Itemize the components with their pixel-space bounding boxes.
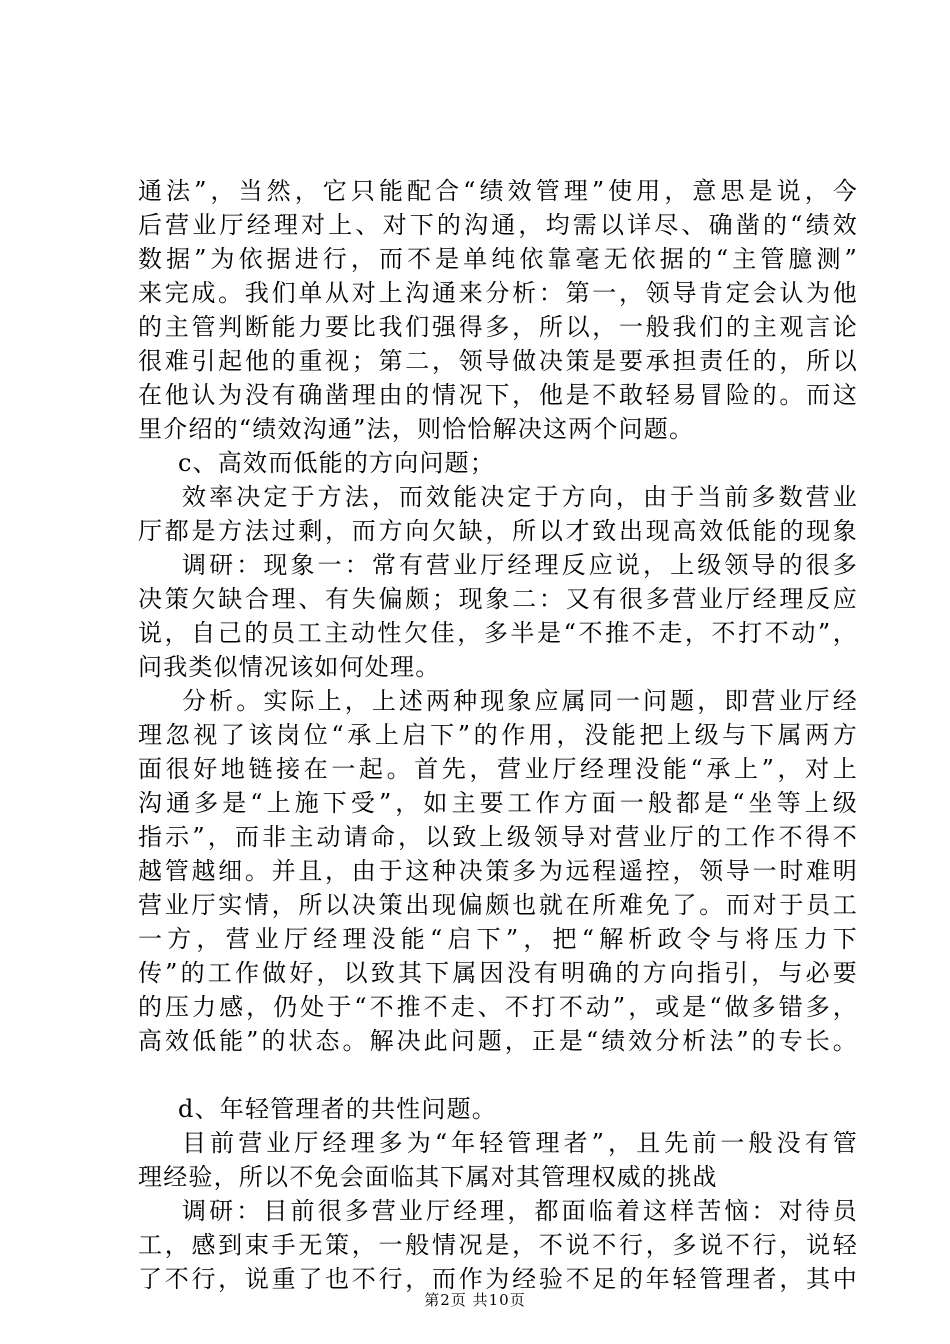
page-number-label: 第2页 共10页 [424, 1291, 526, 1309]
section-heading-d: d、年轻管理者的共性问题。 [178, 1095, 497, 1123]
body-line: 理经验，所以不免会面临其下属对其管理权威的挑战 [138, 1163, 718, 1191]
body-line: 高效低能”的状态。解决此问题，正是“绩效分析法”的专长。 [138, 1027, 858, 1055]
body-line: 后营业厅经理对上、对下的沟通，均需以详尽、确凿的“绩效 [138, 211, 858, 239]
body-line: 的压力感，仍处于“不推不走、不打不动”，或是“做多错多， [138, 993, 858, 1021]
paragraph-first-line: 调研：目前很多营业厅经理，都面临着这样苦恼：对待员 [182, 1197, 858, 1225]
page-footer [0, 1290, 950, 1310]
paragraph-first-line: 分析。实际上，上述两种现象应属同一问题，即营业厅经 [182, 687, 858, 715]
body-line: 理忽视了该岗位“承上启下”的作用，没能把上级与下属两方 [138, 721, 858, 749]
section-heading-c: c、高效而低能的方向问题； [178, 449, 496, 477]
body-line: 通法”，当然，它只能配合“绩效管理”使用，意思是说，今 [138, 177, 858, 205]
body-line: 厅都是方法过剩，而方向欠缺，所以才致出现高效低能的现象 [138, 517, 858, 545]
body-line: 指示”，而非主动请命，以致上级领导对营业厅的工作不得不 [138, 823, 858, 851]
body-line: 在他认为没有确凿理由的情况下，他是不敢轻易冒险的。而这 [138, 381, 858, 409]
paragraph-gap [138, 1058, 858, 1092]
body-line: 说，自己的员工主动性欠佳，多半是“不推不走，不打不动”， [138, 619, 858, 647]
body-line: 面很好地链接在一起。首先，营业厅经理没能“承上”，对上 [138, 755, 858, 783]
body-line: 的主管判断能力要比我们强得多，所以，一般我们的主观言论 [138, 313, 858, 341]
body-line: 传”的工作做好，以致其下属因没有明确的方向指引，与必要 [138, 959, 858, 987]
body-line: 问我类似情况该如何处理。 [138, 653, 441, 681]
body-line: 了不行，说重了也不行，而作为经验不足的年轻管理者，其中 [138, 1265, 858, 1293]
paragraph-first-line: 目前营业厅经理多为“年轻管理者”，且先前一般没有管 [182, 1129, 858, 1157]
body-line: 工，感到束手无策，一般情况是，不说不行，多说不行，说轻 [138, 1231, 858, 1259]
body-line: 营业厅实情，所以决策出现偏颇也就在所难免了。而对于员工 [138, 891, 858, 919]
body-line: 里介绍的“绩效沟通”法，则恰恰解决这两个问题。 [138, 415, 695, 443]
body-line: 很难引起他的重视；第二，领导做决策是要承担责任的，所以 [138, 347, 858, 375]
paragraph-first-line: 调研：现象一：常有营业厅经理反应说，上级领导的很多 [182, 551, 858, 579]
body-line: 沟通多是“上施下受”，如主要工作方面一般都是“坐等上级 [138, 789, 858, 817]
document-body [138, 174, 858, 1296]
body-line: 一方，营业厅经理没能“启下”，把“解析政令与将压力下 [138, 925, 858, 953]
body-line: 来完成。我们单从对上沟通来分析：第一，领导肯定会认为他 [138, 279, 858, 307]
body-line: 越管越细。并且，由于这种决策多为远程遥控，领导一时难明 [138, 857, 858, 885]
body-line: 数据”为依据进行，而不是单纯依靠毫无依据的“主管臆测” [138, 245, 858, 273]
body-line: 决策欠缺合理、有失偏颇；现象二：又有很多营业厅经理反应 [138, 585, 858, 613]
paragraph-first-line: 效率决定于方法，而效能决定于方向，由于当前多数营业 [182, 483, 858, 511]
